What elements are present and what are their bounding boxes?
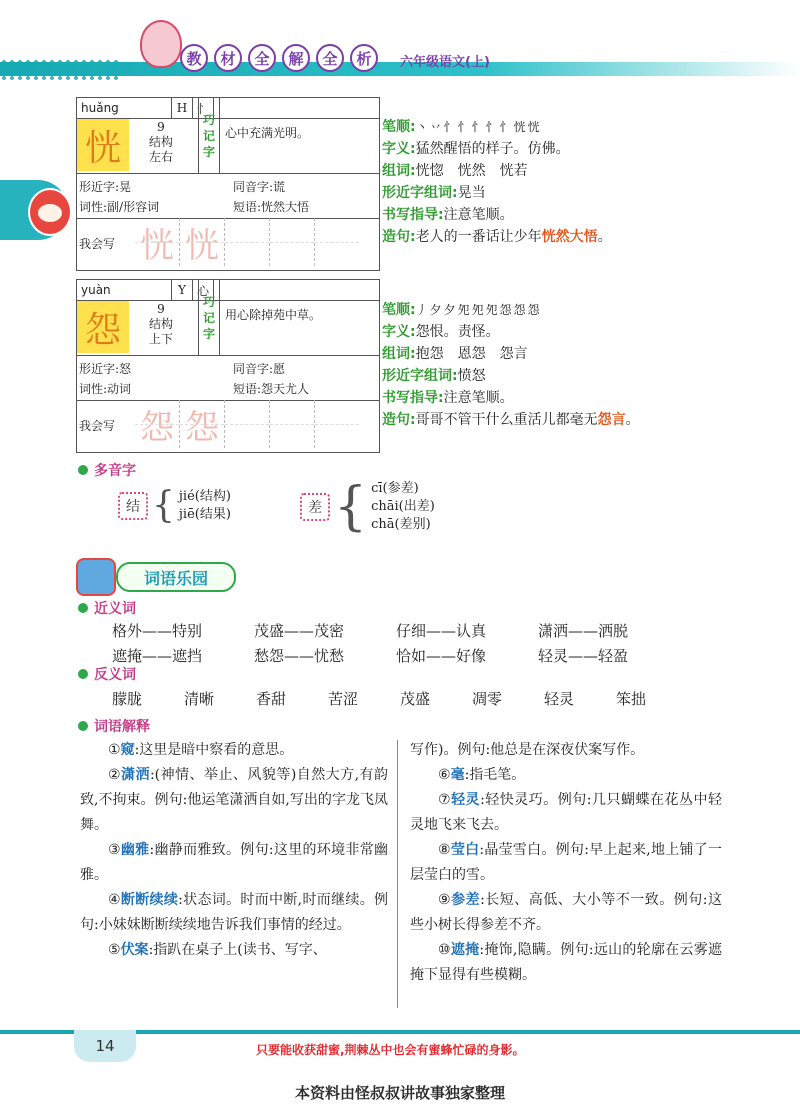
term: 断断续续	[120, 892, 179, 908]
meaning-key: 字义:	[382, 324, 416, 340]
main-character: 恍	[77, 119, 129, 171]
reading: chā(差别)	[371, 517, 431, 532]
char-card-huang	[76, 97, 380, 271]
card-header-row	[77, 98, 379, 119]
bullet-icon	[78, 721, 88, 731]
sentence-highlight: 怨言	[597, 412, 626, 428]
trace-cell[interactable]: 恍	[180, 218, 225, 266]
part-of-speech: 词性:动词	[79, 382, 132, 396]
title-char: 全	[316, 44, 344, 72]
writing-practice	[77, 400, 379, 450]
mnemonic-char: 记	[202, 310, 215, 325]
term: 遮掩	[450, 942, 480, 958]
writing-tip-key: 书写指导:	[382, 390, 444, 406]
sentence-highlight: 恍然大悟	[541, 229, 598, 245]
structure-value: 左右	[148, 150, 173, 164]
item-number: ⑩	[438, 942, 451, 958]
brace-icon: {	[152, 485, 175, 526]
meaning-key: 字义:	[382, 141, 416, 157]
item-number: ①	[108, 742, 121, 758]
char-detail-yuan	[382, 299, 640, 431]
phrase: 短语:恍然大悟	[233, 200, 310, 214]
footer-slogan: 只要能收获甜蜜,荆棘丛中也会有蜜蜂忙碌的身影。	[256, 1043, 525, 1057]
term: 轻灵	[451, 792, 481, 808]
explanation-item	[80, 738, 388, 763]
synonym-pair: 遮掩——遮挡	[112, 647, 203, 665]
index-letter: H	[172, 98, 193, 118]
term: 参差	[451, 892, 481, 908]
section-title: 词语解释	[94, 719, 150, 735]
antonym-word: 朦胧	[112, 690, 143, 708]
structure-label: 结构	[148, 317, 173, 331]
homophone: 同音字:愿	[233, 362, 286, 376]
term: 幽雅	[120, 842, 150, 858]
item-number: ③	[108, 842, 121, 858]
synonym-grid	[112, 620, 680, 666]
words: 恍惚 恍然 恍若	[415, 163, 528, 179]
similar-words: 愤怒	[457, 368, 486, 384]
stroke-order-key: 笔顺:	[382, 302, 416, 318]
sentence-end: 。	[597, 229, 612, 245]
item-number: ⑤	[108, 942, 121, 958]
section-polyphonic	[78, 460, 136, 480]
mnemonic-text: 心中充满光明。	[225, 126, 310, 140]
section-synonyms	[78, 598, 136, 618]
mnemonic-char: 记	[202, 128, 215, 143]
brace-icon: {	[334, 477, 368, 537]
synonym-pair: 恰如——好像	[396, 647, 487, 665]
explanation-item	[80, 938, 388, 963]
definition: :长短、高低、大小等不一致。例句:这些小树长得参差不齐。	[410, 892, 722, 933]
explanation-item	[410, 938, 722, 988]
antonym-word: 轻灵	[544, 690, 575, 708]
bullet-icon	[78, 603, 88, 613]
explanation-continued: 写作)。例句:他总是在深夜伏案写作。	[410, 742, 645, 758]
term: 莹白	[450, 842, 480, 858]
book-title	[180, 44, 378, 72]
mascot-icon	[140, 20, 182, 68]
structure-label: 结构	[148, 135, 173, 149]
writing-practice	[77, 218, 379, 268]
homophone: 同音字:谎	[233, 180, 286, 194]
synonym-pair: 仔细——认真	[396, 622, 487, 640]
empty-cell[interactable]	[225, 218, 270, 266]
definition: :幽静而雅致。例句:这里的环境非常幽雅。	[80, 842, 389, 883]
ciyu-banner	[76, 558, 236, 592]
antonym-word: 凋零	[472, 690, 503, 708]
reading: cī(参差)	[371, 481, 419, 496]
term: 伏案	[120, 942, 149, 958]
mnemonic-char: 字	[202, 326, 215, 341]
writing-tip: 注意笔顺。	[443, 207, 514, 223]
sentence: 哥哥不管干什么重活儿都毫无	[415, 412, 598, 428]
stroke-order: 丿夕夕夗夗夗怨怨怨	[415, 303, 542, 317]
empty-cell[interactable]	[270, 400, 315, 448]
reading: chāi(出差)	[371, 499, 435, 514]
definition: :这里是暗中察看的意思。	[134, 742, 294, 758]
similar-char: 形近字:怒	[79, 362, 132, 376]
index-letter: Y	[172, 280, 193, 300]
stroke-order-key: 笔顺:	[382, 119, 416, 135]
part-of-speech: 词性:副/形容词	[79, 200, 160, 214]
definition: :(神情、举止、风貌等)自然大方,有韵致,不拘束。例句:他运笔潇洒自如,写出的字龙飞凤舞。	[80, 767, 389, 833]
title-char: 解	[282, 44, 310, 72]
column-divider	[397, 740, 398, 1008]
definition: :指趴在桌子上(读书、写字、	[148, 942, 327, 958]
item-number: ⑦	[438, 792, 452, 808]
bullet-icon	[78, 669, 88, 679]
title-char: 材	[214, 44, 242, 72]
explanation-item	[410, 763, 722, 788]
empty-cell[interactable]	[315, 218, 359, 266]
item-number: ④	[108, 892, 121, 908]
card-header-row	[77, 280, 379, 301]
section-title: 近义词	[94, 601, 136, 617]
pinyin: huǎng	[77, 98, 172, 118]
polyphonic-char: 差	[300, 493, 330, 521]
synonym-pair: 格外——特别	[112, 622, 203, 640]
definition: :轻快灵巧。例句:几只蝴蝶在花丛中轻灵地飞来飞去。	[410, 792, 722, 833]
char-card-yuan	[76, 279, 380, 453]
pinyin: yuàn	[77, 280, 172, 300]
trace-cell[interactable]: 怨	[135, 400, 180, 448]
banner-title: 词语乐园	[116, 562, 236, 592]
antonym-word: 清晰	[184, 690, 215, 708]
mnemonic-label	[198, 98, 220, 173]
sentence: 老人的一番话让少年	[415, 229, 542, 245]
explanation-item	[410, 788, 722, 838]
write-label: 我会写	[79, 236, 116, 251]
explanations-right	[410, 738, 722, 988]
item-number: ②	[108, 767, 122, 783]
antonym-row	[112, 688, 688, 709]
sentence-key: 造句:	[382, 229, 416, 245]
fox-mascot-icon	[28, 188, 72, 236]
explanation-item	[80, 763, 388, 838]
similar-char: 形近字:晃	[79, 180, 132, 194]
section-explanations	[78, 716, 150, 736]
similar-words: 晃当	[457, 185, 486, 201]
polyphonic-cha	[300, 477, 435, 537]
char-info	[77, 355, 379, 401]
polyphonic-jie	[118, 485, 231, 526]
words: 抱怨 恩怨 怨言	[415, 346, 528, 362]
explanation-item	[80, 888, 388, 938]
meaning: 猛然醒悟的样子。仿佛。	[415, 141, 570, 157]
similar-words-key: 形近字组词:	[382, 368, 458, 384]
polyphonic-char: 结	[118, 492, 148, 520]
mnemonic-char: 巧	[202, 294, 215, 309]
empty-cell[interactable]	[225, 400, 270, 448]
reading: jié(结构)	[178, 489, 231, 504]
synonym-pair: 潇洒——洒脱	[538, 622, 629, 640]
mnemonic-text: 用心除掉苑中草。	[225, 308, 322, 322]
robot-icon	[76, 558, 116, 596]
explanation-item	[410, 888, 722, 938]
reading: jiē(结果)	[178, 507, 231, 522]
synonym-pair: 轻灵——轻盈	[538, 647, 629, 665]
title-char: 教	[180, 44, 208, 72]
sentence-end: 。	[625, 412, 640, 428]
source-note: 本资料由怪叔叔讲故事独家整理	[294, 1084, 505, 1102]
radical: 心	[193, 280, 214, 300]
mnemonic-char: 巧	[202, 112, 215, 127]
antonym-word: 茂盛	[400, 690, 431, 708]
term: 毫	[450, 767, 465, 783]
main-character: 怨	[77, 301, 129, 353]
stroke-count: 9	[157, 302, 165, 316]
explanations-left	[80, 738, 388, 963]
item-number: ⑧	[438, 842, 451, 858]
writing-tip-key: 书写指导:	[382, 207, 444, 223]
definition: :掩饰,隐瞒。例句:远山的轮廓在云雾遮掩下显得有些模糊。	[410, 942, 722, 983]
trace-cell[interactable]: 恍	[135, 218, 180, 266]
synonym-pair: 茂盛——茂密	[254, 622, 345, 640]
similar-words-key: 形近字组词:	[382, 185, 458, 201]
term: 潇洒	[121, 767, 150, 783]
definition: :指毛笔。	[464, 767, 526, 783]
stroke-order: 丶丷忄忄忄忄忄恍恍	[415, 120, 542, 134]
stroke-count: 9	[157, 120, 165, 134]
mnemonic-label	[198, 280, 220, 355]
section-title: 多音字	[94, 463, 136, 479]
reading-list	[371, 480, 435, 534]
item-number: ⑥	[438, 767, 451, 783]
title-char: 全	[248, 44, 276, 72]
antonym-word: 笨拙	[616, 690, 647, 708]
char-info	[77, 173, 379, 219]
synonym-pair: 愁怨——忧愁	[254, 647, 345, 665]
antonym-word: 苦涩	[328, 690, 359, 708]
antonym-word: 香甜	[256, 690, 287, 708]
trace-cell[interactable]: 怨	[180, 400, 225, 448]
sentence-key: 造句:	[382, 412, 416, 428]
words-key: 组词:	[382, 163, 416, 179]
grade-label: 六年级语文(上)	[400, 55, 490, 70]
empty-cell[interactable]	[315, 400, 359, 448]
write-label: 我会写	[79, 418, 116, 433]
mnemonic-char: 字	[202, 144, 215, 159]
char-meta	[133, 120, 189, 165]
title-char: 析	[350, 44, 378, 72]
writing-tip: 注意笔顺。	[443, 390, 514, 406]
section-antonyms	[78, 664, 136, 684]
explanation-item	[80, 838, 388, 888]
reading-list	[179, 488, 231, 524]
explanation-item	[410, 838, 722, 888]
page-number: 14	[74, 1030, 136, 1062]
definition: :状态词。时而中断,时而继续。例句:小妹妹断断续续地告诉我们事情的经过。	[80, 892, 389, 933]
item-number: ⑨	[438, 892, 452, 908]
term: 窥	[120, 742, 135, 758]
words-key: 组词:	[382, 346, 416, 362]
char-meta	[133, 302, 189, 347]
empty-cell[interactable]	[270, 218, 315, 266]
bullet-icon	[78, 465, 88, 475]
phrase: 短语:怨天尤人	[233, 382, 310, 396]
section-title: 反义词	[94, 667, 136, 683]
meaning: 怨恨。责怪。	[415, 324, 500, 340]
radical: 忄	[193, 98, 214, 118]
definition: :晶莹雪白。例句:早上起来,地上铺了一层莹白的雪。	[410, 842, 722, 883]
char-detail-huang	[382, 116, 612, 248]
structure-value: 上下	[148, 332, 173, 346]
